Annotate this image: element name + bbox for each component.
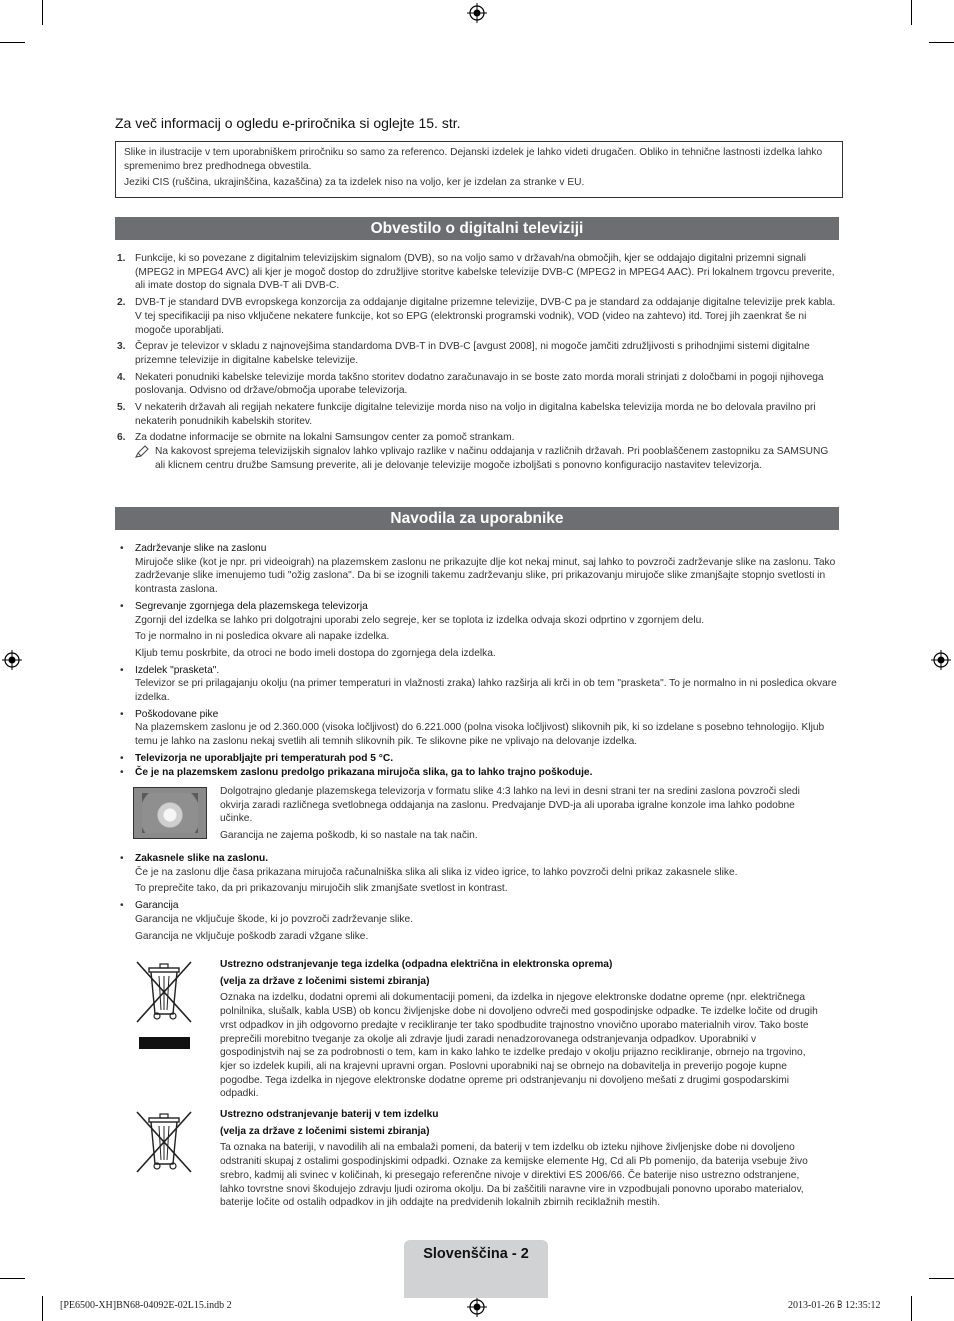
- bullet: •: [120, 766, 124, 778]
- bullet: •: [120, 600, 124, 612]
- item-text: Kljub temu poskrbite, da otroci ne bodo imeli dostopa do zgornjega dela izdelka.: [135, 647, 496, 659]
- crop-mark: [929, 42, 954, 43]
- list-item: [115, 542, 839, 597]
- bullet: •: [120, 752, 124, 764]
- list-item: [115, 664, 839, 705]
- weee-black-bar: [139, 1037, 190, 1049]
- page-label: Slovenščina - 2: [423, 1246, 529, 1262]
- battery-title: Ustrezno odstranjevanje baterij v tem izdelku: [220, 1109, 439, 1120]
- list-item: [115, 401, 839, 428]
- item-title: Izdelek "prasketa".: [135, 664, 220, 676]
- crop-mark: [929, 1278, 954, 1279]
- item-title: Poškodovane pike: [135, 708, 219, 720]
- item-text: Garancija ne zajema poškodb, ki so nastale na tak način.: [220, 830, 478, 842]
- item-text: Dolgotrajno gledanje plazemskega televizorja v formatu slike 4:3 lahko na levi in desni strani ter na sredini zaslona povzroči sledi okvirja zaradi različnega svetlobnega oddajanja na zaslonu. Predvajanje DVD-ja ali uporaba igralne konzole ima lahko podobne učinke.: [220, 786, 800, 825]
- item-text: Garancija ne vključuje poškodb zaradi vžgane slike.: [135, 930, 369, 942]
- item-text: Televizor se pri prilagajanju okolju (na primer temperaturi in vlažnosti zraka) lahko razširja ali krči in ob tem "prasketa". To je normalno in ni posledica okvare izdelka.: [135, 678, 837, 704]
- crop-mark: [0, 42, 25, 43]
- crop-mark: [911, 1296, 912, 1321]
- crossed-bin-icon: [133, 958, 195, 1024]
- battery-section: [220, 1108, 820, 1213]
- bullet: •: [120, 708, 124, 720]
- crossed-bin-battery-icon: [133, 1108, 195, 1174]
- item-title: Garancija: [135, 900, 179, 912]
- registration-mark-icon: [2, 650, 22, 670]
- weee-section: [220, 958, 820, 1104]
- list-item: [115, 899, 839, 943]
- registration-mark-icon: [931, 650, 951, 670]
- screen-burn-text: [220, 785, 820, 846]
- item-title: Zakasnele slike na zaslonu.: [135, 853, 269, 864]
- list-item: [115, 852, 839, 896]
- crop-mark: [0, 1278, 25, 1279]
- registration-mark-icon: [467, 3, 487, 23]
- list-number: 5.: [117, 402, 126, 414]
- item-text: Zgornji del izdelka se lahko pri dolgotrajni uporabi zelo segreje, ker se toplota iz izdelka odvaja skozi odprtino v zgornjem delu.: [135, 614, 705, 626]
- item-text: Če je na zaslonu dlje časa prikazana mirujoča računalniška slika ali slika iz video igrice, to lahko povzroči delni prikaz zakasnele slike.: [135, 866, 738, 878]
- battery-subtitle: (velja za države z ločenimi sistemi zbiranja): [220, 1125, 430, 1137]
- bullet-list: [115, 542, 839, 779]
- list-item: [115, 708, 839, 749]
- footer-filename: [PE6500-XH]BN68-04092E-02L15.indb 2: [60, 1300, 232, 1311]
- list-number: 4.: [117, 371, 126, 383]
- note: [135, 445, 839, 472]
- disclaimer-text: Slike in ilustracije v tem uporabniškem priročniku so samo za referenco. Dejanski izdelek je lahko videti drugačen. Obliko in tehnične lastnosti izdelka lahko spremenimo brez predhodnega obvestila.: [124, 147, 823, 172]
- crop-mark: [911, 0, 912, 25]
- list-item: [115, 752, 839, 766]
- item-text: Na plazemskem zaslonu je od 2.360.000 (visoka ločljivost) do 6.221.000 (polna visoka ločljivost) slikovnih pik, ki so izdelane s posebno tehnologijo. Kljub temu je lahko na zaslonu nekaj svetlih ali temnih slikovnih pik. Te slikovne pike ne vplivajo na delovanje izdelka.: [135, 722, 825, 748]
- e-manual-reference: Za več informacij o ogledu e-priročnika si oglejte 15. str.: [115, 115, 461, 131]
- crop-mark: [42, 0, 43, 25]
- screen-burn-illustration: [133, 787, 207, 839]
- bullet: •: [120, 853, 124, 864]
- registration-mark-icon: [467, 1297, 487, 1317]
- list-item: [115, 296, 839, 337]
- disclaimer-text: Jeziki CIS (ruščina, ukrajinščina, kazaščina) za ta izdelek niso na voljo, ker je izdelan za stranke v EU.: [124, 177, 585, 188]
- list-item: [115, 371, 839, 398]
- item-text: Garancija ne vključuje škode, ki jo povzroči zadrževanje slike.: [135, 913, 414, 925]
- list-text: DVB-T je standard DVB evropskega konzorcija za oddajanje digitalne prizemne televizije, DVB-C pa je standard za oddajanje digitalne televizije prek kabla. V tej specifikaciji pa niso vključene nekatere funkcije, kot so EPG (elektronski programski vodnik), VOD (video na zahtevo) itd. Torej jih zaenkrat še ni mogoče uporabljati.: [135, 297, 836, 336]
- item-text: To preprečite tako, da pri prikazovanju mirujočih slik zmanjšate svetlost in kontrast.: [135, 883, 508, 895]
- battery-text: Ta oznaka na bateriji, v navodilih ali na embalaži pomeni, da baterij v tem izdelku ob izteku njihove življenjske dobe ni dovoljeno odstraniti skupaj z ostalimi gospodinjskimi odpadki. Oznake za kemijske elemente Hg, Cd ali Pb pomenijo, da baterija vsebuje živo srebro, kadmij ali svinec v količinah, ki presegajo referenčne nivoje v direktivi ES 2006/66. Če baterije niso ustrezno odstranjene, lahko tovrstne snovi škodujejo zdravju ljudi oziroma okolju. Da bi zaščitili naravne vire in vzpodbujali ponovno uporabo materialov, baterije ločite od ostalih odpadkov in jih oddajte na predvidenih lokalnih zbirnih reciklažnih mestih.: [220, 1142, 808, 1209]
- list-item: [115, 766, 839, 780]
- note-text: Na kakovost sprejema televizijskih signalov lahko vplivajo razlike v načinu oddajanja v različnih državah. Pri pooblaščenem zastopniku za SAMSUNG ali klicnem centru družbe Samsung preverite, ali je delovanje televizije mogoče izboljšati s ponovno konfiguracijo nastavitev televizorja.: [155, 446, 829, 471]
- bullet-list: [115, 852, 839, 946]
- list-item: [115, 340, 839, 367]
- bullet: •: [120, 664, 124, 676]
- item-text: Mirujoče slike (kot je npr. pri videoigrah) na plazemskem zaslonu ne prikazujte dlje kot nekaj minut, saj lahko to povzroči zadrževanje slike na zaslonu. Tako zadrževanje slike imenujemo tudi "ožig zaslona". Da bi se izognili takemu zadrževanju slike, pri prikazovanju mirujoče slike zmanjšajte stopnjo svetlosti in kontrasta zaslona.: [135, 556, 836, 596]
- bullet: •: [120, 900, 124, 912]
- disclaimer-box: [115, 141, 843, 198]
- list-item: [115, 600, 839, 661]
- item-title: Televizorja ne uporabljajte pri temperaturah pod 5 °C.: [135, 752, 394, 764]
- item-title: Segrevanje zgornjega dela plazemskega televizorja: [135, 600, 368, 612]
- list-item: [115, 252, 839, 293]
- list-text: Čeprav je televizor v skladu z najnovejšima standardoma DVB-T in DVB-C [avgust 2008], ni mogoče jamčiti združljivosti s prihodnjimi sistemi digitalne prizemne televizije in digitalne kabelske televizije.: [135, 341, 810, 366]
- section-heading: Obvestilo o digitalni televiziji: [115, 217, 839, 240]
- list-number: 1.: [117, 253, 126, 264]
- list-text: Nekateri ponudniki kabelske televizije morda takšno storitev dodatno zaračunavajo in se boste zato morda morali strinjati z določbami in pogoji njihovega poslovanja. Odvisno od države/območja uporabe televizorja.: [135, 371, 824, 397]
- footer-timestamp: 2013-01-26 ꕗ 12:35:12: [788, 1300, 881, 1311]
- list-item: [115, 431, 839, 472]
- bullet: •: [120, 543, 124, 554]
- weee-text: Oznaka na izdelku, dodatni opremi ali dokumentaciji pomeni, da izdelka in njegove elektronske dodatne opreme (npr. električnega polnilnika, slušalk, kabla USB) ob koncu življenjske dobe ni dovoljeno odvreči med gospodinjske odpadke. Te izdelke ločite od drugih vrst odpadkov in jih odgovorno predajte v recikliranje ter tako spodbudite trajnostno vnovično uporabo materialnih virov. Tako boste preprečili morebitno tveganje za okolje ali zdravje ljudi zaradi nenadzorovanega odstranjevanja odpadkov. Uporabniki v gospodinjstvih naj se za podrobnosti o tem, kam in kako lahko te izdelke predajo v okolju prijazno recikliranje, obrnejo na trgovino, kjer so izdelek kupili, ali na krajevni upravni organ. Poslovni uporabniki naj se obrnejo na dobavitelja in preverijo pogoje kupne pogodbe. Tega izdelka in njegove elektronske dodatne opreme pri odstranjevanju ni dovoljeno mešati z drugimi gospodarskimi odpadki.: [220, 992, 818, 1100]
- crop-mark: [42, 1296, 43, 1321]
- section-heading: Navodila za uporabnike: [115, 507, 839, 530]
- numbered-list: [115, 252, 839, 474]
- weee-title: Ustrezno odstranjevanje tega izdelka (odpadna električna in elektronska oprema): [220, 959, 613, 970]
- item-title: Zadrževanje slike na zaslonu: [135, 543, 267, 554]
- list-number: 3.: [117, 341, 126, 353]
- page-number-tab: [404, 1240, 548, 1298]
- list-text: Funkcije, ki so povezane z digitalnim televizijskim signalom (DVB), so na voljo samo v državah/na območjih, kjer se oddajajo digitalni prizemni signali (MPEG2 in MPEG4 AVC) ali kjer je mogoč dostop do združljive storitve kabelske televizije DVB-C (MPEG2 in MPEG4 AAC). Pri lokalnem trgovcu preverite, ali imate dostop do signala DVB-T ali DVB-C.: [135, 253, 835, 292]
- list-text: V nekaterih državah ali regijah nekatere funkcije digitalne televizije morda niso na voljo in digitalna kabelska televizija morda ne bo delovala pravilno pri nekaterih ponudnikih kabelskih storitev.: [135, 402, 816, 427]
- list-number: 6.: [117, 432, 126, 444]
- list-text: Za dodatne informacije se obrnite na lokalni Samsungov center za pomoč strankam.: [135, 432, 515, 444]
- item-title: Če je na plazemskem zaslonu predolgo prikazana mirujoča slika, ga to lahko trajno poškoduje.: [135, 766, 593, 778]
- note-pencil-icon: [135, 445, 149, 458]
- list-number: 2.: [117, 297, 126, 309]
- weee-subtitle: (velja za države z ločenimi sistemi zbiranja): [220, 975, 430, 987]
- item-text: To je normalno in ni posledica okvare ali napake izdelka.: [135, 631, 390, 643]
- flower-image: [142, 793, 198, 833]
